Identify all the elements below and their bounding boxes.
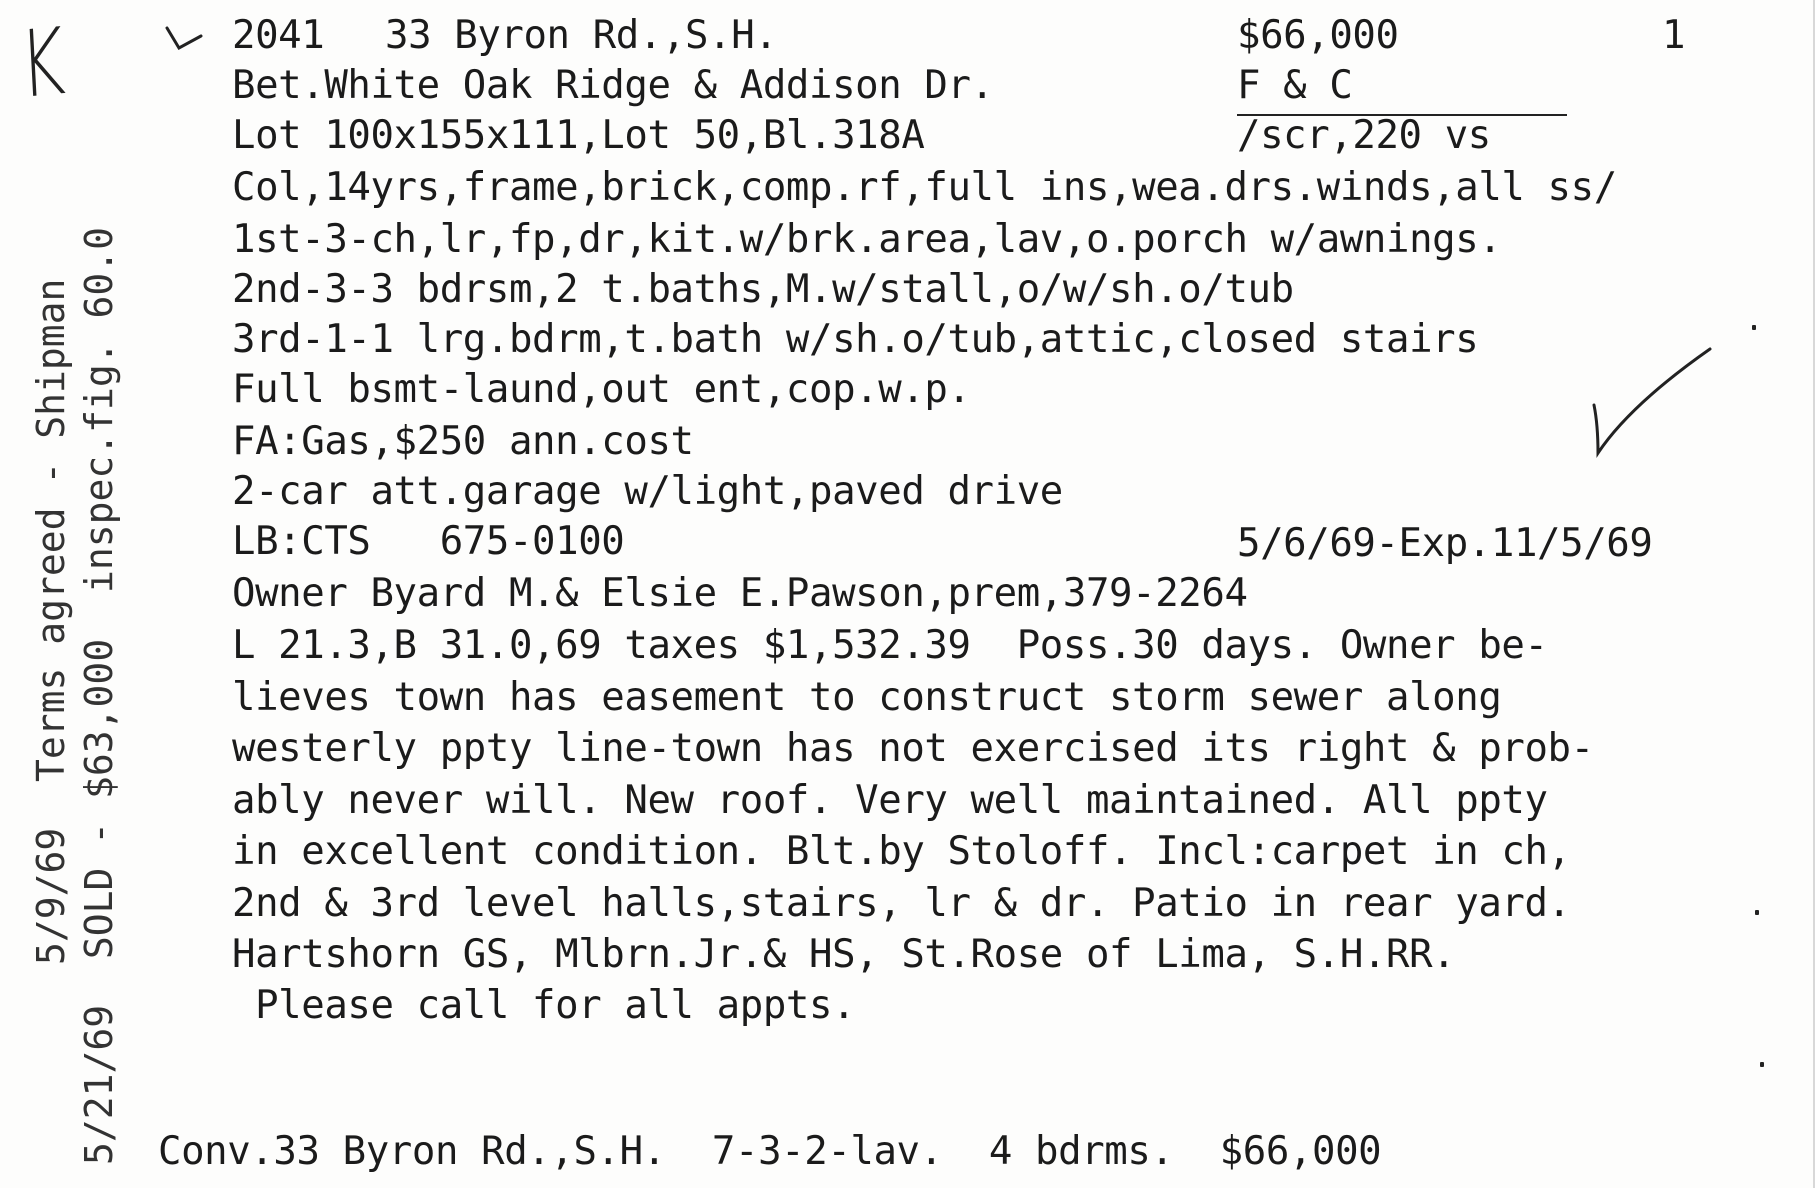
detail-line: Full bsmt-laund,out ent,cop.w.p. bbox=[232, 367, 971, 412]
screens-line: /scr,220 vs bbox=[1237, 113, 1491, 158]
location-line: Bet.White Oak Ridge & Addison Dr. bbox=[232, 63, 994, 108]
remarks-line: Please call for all appts. bbox=[232, 983, 856, 1028]
side-note-terms: 5/9/69 Terms agreed - Shipman bbox=[29, 278, 73, 965]
detail-line: FA:Gas,$250 ann.cost bbox=[232, 419, 694, 464]
side-note-sold: 5/21/69 SOLD - $63,000 inspec.fig. 60.0 bbox=[77, 227, 121, 1165]
lockbox-line: LB:CTS 675-0100 bbox=[232, 519, 625, 564]
remarks-line: westerly ppty line-town has not exercised its right & prob- bbox=[232, 726, 1594, 771]
owner-line: Owner Byard M.& Elsie E.Pawson,prem,379-2264 bbox=[232, 571, 1248, 616]
detail-line: 1st-3-ch,lr,fp,dr,kit.w/brk.area,lav,o.porch w/awnings. bbox=[232, 217, 1502, 262]
remarks-line: in excellent condition. Blt.by Stoloff. Incl:carpet in ch, bbox=[232, 829, 1571, 874]
handwritten-k: K bbox=[16, 8, 68, 119]
remarks-line: ably never will. New roof. Very well maintained. All ppty bbox=[232, 778, 1548, 823]
lot-line: Lot 100x155x111,Lot 50,Bl.318A bbox=[232, 113, 925, 158]
property-address: 33 Byron Rd.,S.H. bbox=[385, 13, 778, 58]
detail-line: 2-car att.garage w/light,paved drive bbox=[232, 469, 1063, 514]
asking-price: $66,000 bbox=[1237, 13, 1399, 58]
remarks-line: Hartshorn GS, Mlbrn.Jr.& HS, St.Rose of Lima, S.H.RR. bbox=[232, 932, 1456, 977]
detail-line: Col,14yrs,frame,brick,comp.rf,full ins,wea.drs.winds,all ss/ bbox=[232, 165, 1617, 210]
stray-mark bbox=[1760, 1062, 1764, 1067]
remarks-line: L 21.3,B 31.0,69 taxes $1,532.39 Poss.30 days. Owner be- bbox=[232, 623, 1548, 668]
stray-mark bbox=[1752, 325, 1756, 330]
detail-line: 2nd-3-3 bdrsm,2 t.baths,M.w/stall,o/w/sh.o/tub bbox=[232, 267, 1294, 312]
large-check-icon bbox=[1590, 345, 1720, 465]
remarks-line: lieves town has easement to construct storm sewer along bbox=[232, 675, 1502, 720]
detail-line: 3rd-1-1 lrg.bdrm,t.bath w/sh.o/tub,attic,closed stairs bbox=[232, 317, 1479, 362]
financing-terms: F & C bbox=[1237, 63, 1353, 108]
listing-dates: 5/6/69-Exp.11/5/69 bbox=[1237, 521, 1653, 566]
footer-summary: Conv.33 Byron Rd.,S.H. 7-3-2-lav. 4 bdrms. $66,000 bbox=[158, 1129, 1382, 1174]
small-check-icon bbox=[165, 20, 205, 56]
card-number: 1 bbox=[1662, 13, 1686, 58]
listing-number: 2041 bbox=[232, 13, 325, 58]
remarks-line: 2nd & 3rd level halls,stairs, lr & dr. Patio in rear yard. bbox=[232, 881, 1571, 926]
stray-mark bbox=[1755, 910, 1759, 915]
